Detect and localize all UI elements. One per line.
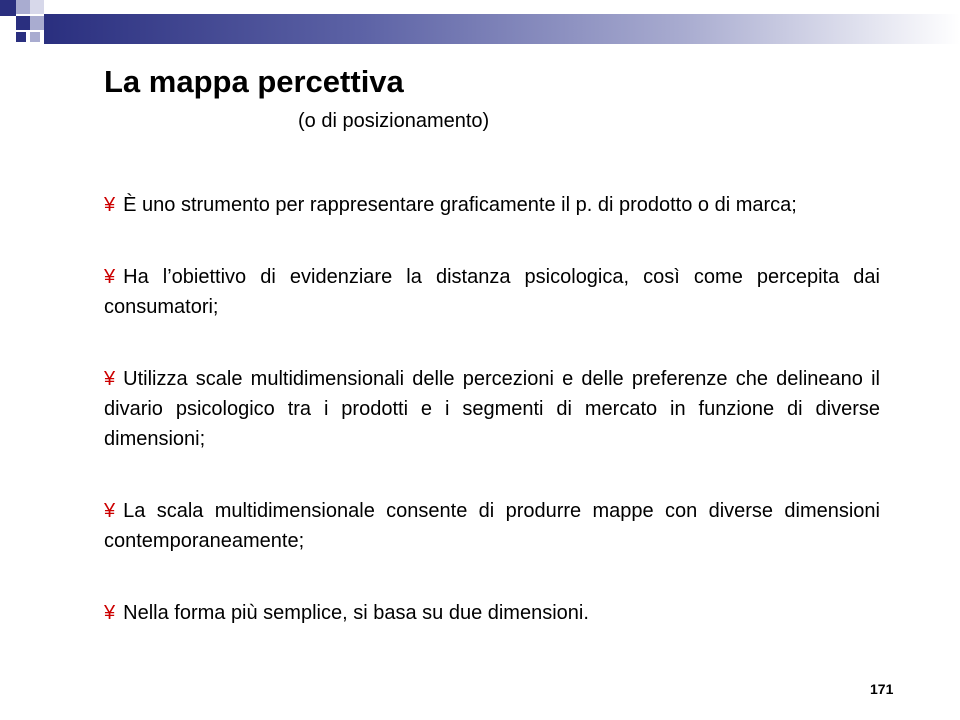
bullet-list [104, 190, 880, 628]
bullet-text: Utilizza scale multidimensionali delle percezioni e delle preferenze che delineano il divario psicologico tra i prodotti e i segmenti di mercato in funzione di diverse dimensioni; [104, 368, 880, 450]
bullet-icon: ¥ [104, 266, 116, 288]
decor-square [0, 0, 16, 16]
slide-title: La mappa percettiva [104, 64, 404, 99]
page-number: 171 [870, 681, 894, 697]
decor-square [30, 32, 40, 42]
slide-subtitle: (o di posizionamento) [298, 110, 490, 132]
bullet-text: Ha l’obiettivo di evidenziare la distanza psicologica, così come percepita dai consumatori; [104, 266, 880, 318]
bullet-icon: ¥ [104, 500, 116, 522]
header-gradient-bar [44, 14, 960, 44]
bullet-icon: ¥ [104, 368, 116, 390]
decor-square [16, 32, 26, 42]
bullet-item [104, 598, 880, 628]
bullet-text: È uno strumento per rappresentare graficamente il p. di prodotto o di marca; [123, 194, 797, 216]
decor-square [16, 0, 30, 14]
decor-square [16, 16, 30, 30]
decor-square [30, 0, 44, 14]
bullet-text: La scala multidimensionale consente di produrre mappe con diverse dimensioni contemporaneamente; [104, 500, 880, 552]
bullet-item [104, 262, 880, 322]
bullet-text: Nella forma più semplice, si basa su due dimensioni. [123, 602, 589, 624]
bullet-item [104, 364, 880, 454]
bullet-icon: ¥ [104, 194, 116, 216]
bullet-item [104, 496, 880, 556]
decor-square [30, 16, 44, 30]
bullet-icon: ¥ [104, 602, 116, 624]
bullet-item [104, 190, 880, 220]
